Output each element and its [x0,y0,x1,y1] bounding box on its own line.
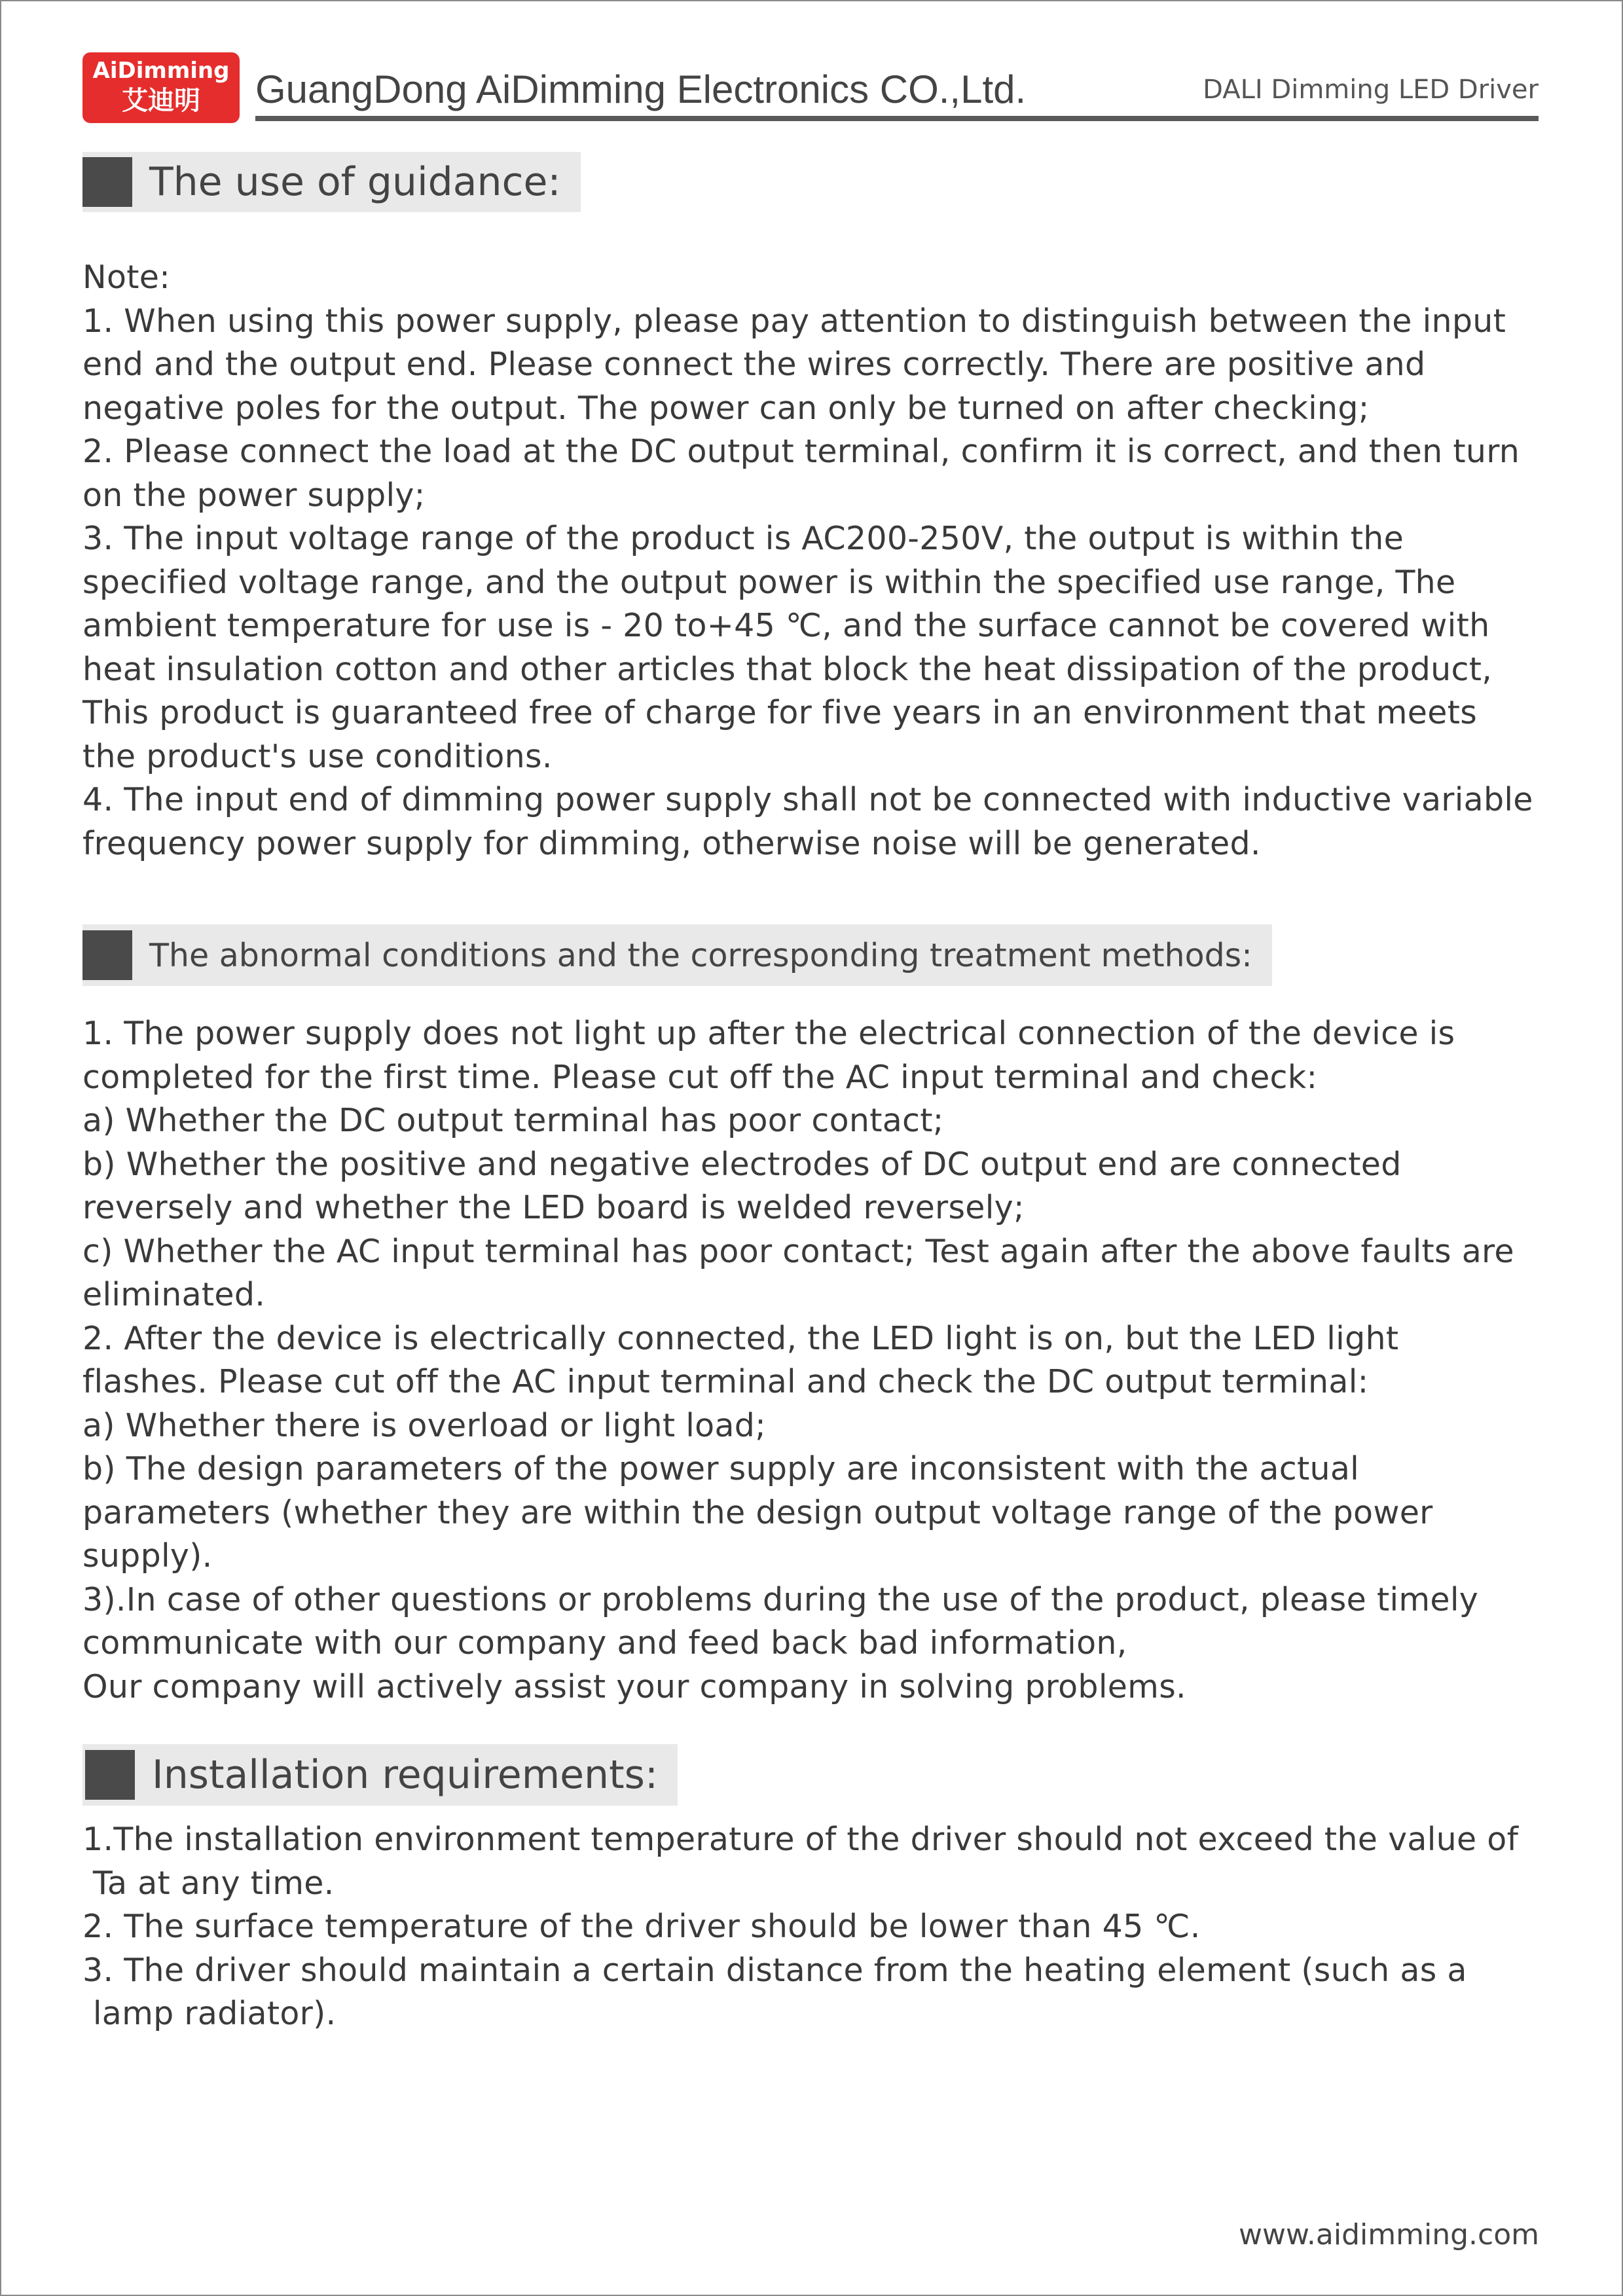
text-line: 1. The power supply does not light up after the electrical connection of the device is [82,1015,1455,1052]
logo-chinese-text: 艾迪明 [122,86,200,116]
text-line: lamp radiator). [82,1995,337,2032]
logo-english-text: AiDimming [92,58,230,84]
text-line: 2. After the device is electrically connected, the LED light is on, but the LED light [82,1319,1399,1357]
text-line: supply). [82,1537,213,1575]
text-line: negative poles for the output. The power can only be turned on after checking; [82,389,1370,427]
text-line: b) Whether the positive and negative electrodes of DC output end are connected [82,1145,1402,1183]
installation-requirements [82,1818,1549,2036]
section-heading-label: Installation requirements: [152,1752,659,1798]
text-line: This product is guaranteed free of charge for five years in an environment that meets [82,694,1478,731]
text-line: communicate with our company and feed back bad information, [82,1624,1127,1662]
text-line: reversely and whether the LED board is welded reversely; [82,1189,1025,1226]
section-heading-guidance [82,152,581,212]
text-line: heat insulation cotton and other articles that block the heat dissipation of the product, [82,650,1493,688]
text-line: a) Whether the DC output terminal has poor contact; [82,1102,944,1139]
text-line: 2. The surface temperature of the driver should be lower than 45 ℃. [82,1908,1201,1945]
section-marker-icon [82,930,132,980]
page-header [82,52,1539,123]
text-line: 1. When using this power supply, please pay attention to distinguish between the input [82,302,1506,340]
text-line: c) Whether the AC input terminal has poor contact; Test again after the above faults are [82,1232,1514,1270]
text-line: parameters (whether they are within the design output voltage range of the power [82,1493,1433,1531]
section-heading-label: The abnormal conditions and the corresponding treatment methods: [149,936,1252,974]
section-heading-abnormal-conditions [82,924,1272,986]
section-heading-label: The use of guidance: [149,159,561,205]
website-url[interactable]: www.aidimming.com [1239,2218,1539,2251]
text-line: Our company will actively assist your company in solving problems. [82,1667,1186,1705]
text-line: Note: [82,259,171,296]
text-line: 2. Please connect the load at the DC output terminal, confirm it is correct, and then turn [82,433,1520,470]
text-line: ambient temperature for use is - 20 to+45 ℃, and the surface cannot be covered with [82,607,1490,644]
header-divider [255,116,1539,121]
guidance-notes [82,256,1549,866]
section-marker-icon [85,1750,135,1800]
text-line: 1.The installation environment temperature of the driver should not exceed the value of [82,1821,1519,1858]
treatment-methods [82,1012,1549,1709]
text-line: completed for the first time. Please cut off the AC input terminal and check: [82,1058,1318,1096]
text-line: 3).In case of other questions or problems during the use of the product, please timely [82,1580,1479,1618]
text-line: specified voltage range, and the output power is within the specified use range, The [82,563,1456,601]
company-logo [82,52,240,123]
text-line: end and the output end. Please connect the wires correctly. There are positive and [82,346,1426,383]
text-line: on the power supply; [82,476,426,514]
product-title: DALI Dimming LED Driver [1203,75,1539,105]
text-line: 3. The driver should maintain a certain distance from the heating element (such as a [82,1951,1467,1989]
section-heading-installation [82,1744,678,1806]
text-line: a) Whether there is overload or light load; [82,1406,767,1444]
text-line: 4. The input end of dimming power supply shall not be connected with inductive variable [82,781,1533,818]
text-line: b) The design parameters of the power supply are inconsistent with the actual [82,1450,1360,1487]
company-name: GuangDong AiDimming Electronics CO.,Ltd. [255,67,1027,111]
text-line: 3. The input voltage range of the product is AC200-250V, the output is within the [82,520,1404,557]
section-marker-icon [82,157,132,207]
text-line: flashes. Please cut off the AC input terminal and check the DC output terminal: [82,1363,1369,1400]
text-line: frequency power supply for dimming, otherwise noise will be generated. [82,824,1261,862]
text-line: Ta at any time. [82,1864,335,1902]
text-line: eliminated. [82,1276,266,1313]
text-line: the product's use conditions. [82,737,553,775]
